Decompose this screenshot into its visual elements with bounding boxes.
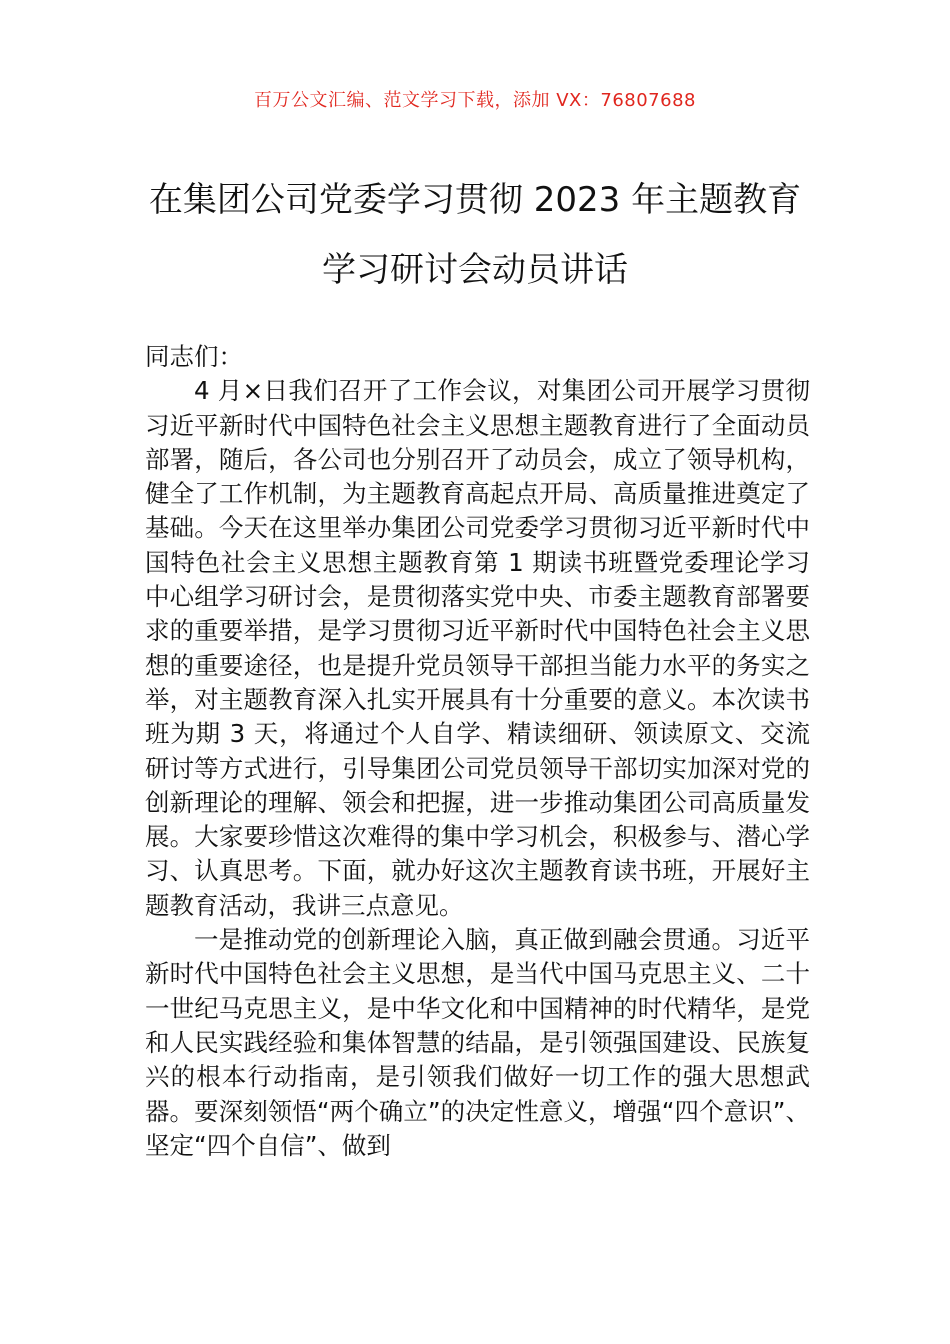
document-title-line-1: 在集团公司党委学习贯彻 2023 年主题教育: [148, 180, 802, 220]
document-body: [145, 340, 810, 1163]
salutation: 同志们：: [145, 342, 243, 371]
document-title-line-2: 学习研讨会动员讲话: [322, 250, 628, 290]
header-watermark-note: 百万公文汇编、范文学习下载，添加 VX：76807688: [254, 90, 696, 111]
paragraph-point-one: 一是推动党的创新理论入脑，真正做到融会贯通。习近平新时代中国特色社会主义思想，是当代中国马克思主义、二十一世纪马克思主义，是中华文化和中国精神的时代精华，是党和人民实践经验和集体智慧的结晶，是引领强国建设、民族复兴的根本行动指南，是引领我们做好一切工作的强大思想武器。要深刻领悟“两个确立”的决定性意义，增强“四个意识”、坚定“四个自信”、做到: [145, 925, 810, 1160]
paragraph-intro: 4 月×日我们召开了工作会议，对集团公司开展学习贯彻习近平新时代中国特色社会主义思想主题教育进行了全面动员部署，随后，各公司也分别召开了动员会，成立了领导机构，健全了工作机制，为主题教育高起点开局、高质量推进奠定了基础。今天在这里举办集团公司党委学习贯彻习近平新时代中国特色社会主义思想主题教育第 1 期读书班暨党委理论学习中心组学习研讨会，是贯彻落实党中央、市委主题教育部署要求的重要举措，是学习贯彻习近平新时代中国特色社会主义思想的重要途径，也是提升党员领导干部担当能力水平的务实之举，对主题教育深入扎实开展具有十分重要的意义。本次读书班为期 3 天，将通过个人自学、精读细研、领读原文、交流研讨等方式进行，引导集团公司党员领导干部切实加深对党的创新理论的理解、领会和把握，进一步推动集团公司高质量发展。大家要珍惜这次难得的集中学习机会，积极参与、潜心学习、认真思考。下面，就办好这次主题教育读书班，开展好主题教育活动，我讲三点意见。: [145, 376, 810, 920]
